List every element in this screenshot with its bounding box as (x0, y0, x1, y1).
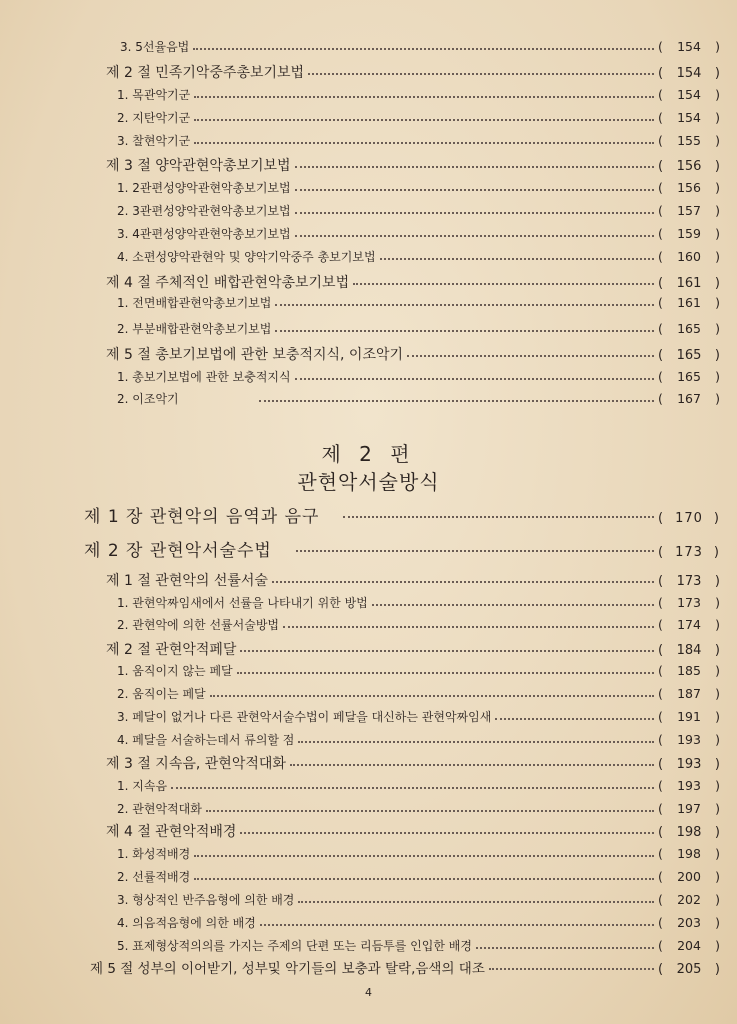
entry-title: 2. 움직이는 페달 (117, 687, 206, 701)
entry-page: ( 165 ) (658, 321, 720, 336)
toc-entry (117, 914, 720, 931)
toc-entry (117, 248, 720, 265)
entry-page: ( 154 ) (658, 87, 720, 102)
dot-leader (194, 878, 654, 880)
entry-title: 제 3 절 지속음, 관현악적대화 (106, 756, 286, 772)
entry-page: ( 174 ) (658, 617, 720, 632)
entry-title: 5. 표제형상적의의를 가지는 주제의 단편 또는 리듬투를 인입한 배경 (117, 939, 472, 953)
dot-leader (240, 832, 654, 834)
entry-page: ( 161 ) (658, 276, 720, 291)
entry-page: ( 205 ) (658, 962, 720, 977)
entry-page: ( 185 ) (658, 663, 720, 678)
dot-leader (295, 378, 654, 380)
toc-entry (117, 320, 720, 337)
dot-leader (272, 581, 654, 583)
entry-title: 3. 찰현악기군 (117, 134, 191, 148)
dot-leader (194, 119, 654, 121)
toc-entry (120, 38, 720, 55)
dot-leader (295, 235, 654, 237)
toc-entry (117, 390, 720, 407)
toc-entry (117, 132, 720, 149)
entry-page: ( 165 ) (658, 369, 720, 384)
dot-leader (295, 166, 654, 168)
dot-leader (495, 718, 654, 720)
entry-title: 2. 지탄악기군 (117, 111, 191, 125)
entry-title: 1. 전면배합관현악총보기보법 (117, 296, 272, 310)
entry-page: ( 200 ) (658, 869, 720, 884)
entry-title: 3. 형상적인 반주음형에 의한 배경 (117, 893, 295, 907)
entry-page: ( 203 ) (658, 915, 720, 930)
entry-page: ( 156 ) (658, 180, 720, 195)
entry-page: ( 193 ) (658, 732, 720, 747)
entry-page: ( 198 ) (658, 846, 720, 861)
entry-title: 제 4 절 관현악적배경 (106, 824, 237, 840)
toc-entry (117, 594, 720, 611)
toc-entry (117, 937, 720, 954)
toc-entry (106, 62, 720, 82)
dot-leader (206, 810, 654, 812)
dot-leader (407, 355, 654, 357)
dot-leader (260, 924, 654, 926)
dot-leader (372, 604, 654, 606)
dot-leader (240, 650, 654, 652)
toc-entry (117, 294, 720, 311)
entry-title: 2. 관현악에 의한 선률서술방법 (117, 618, 279, 632)
entry-page: ( 173 ) (658, 595, 720, 610)
entry-title: 1. 관현악짜임새에서 선률을 나타내기 위한 방법 (117, 596, 368, 610)
entry-page: ( 173 ) (658, 545, 720, 560)
dot-leader (171, 787, 654, 789)
entry-page: ( 204 ) (658, 938, 720, 953)
dot-leader (275, 330, 654, 332)
toc-entry (117, 662, 720, 679)
toc-entry (117, 616, 720, 633)
entry-page: ( 202 ) (658, 892, 720, 907)
dot-leader (296, 550, 654, 552)
toc-entry (117, 179, 720, 196)
entry-title: 3. 4관편성양악관현악총보기보법 (117, 227, 291, 241)
toc-entry (117, 777, 720, 794)
entry-title: 2. 관현악적대화 (117, 802, 202, 816)
toc-entry (106, 272, 720, 292)
dot-leader (283, 626, 654, 628)
dot-leader (193, 48, 654, 50)
entry-title: 4. 페달을 서술하는데서 류의할 점 (117, 733, 295, 747)
toc-entry (117, 225, 720, 242)
dot-leader (194, 142, 654, 144)
entry-title: 제 5 절 성부의 이어받기, 성부및 악기들의 보충과 탈락,음색의 대조 (90, 961, 485, 977)
toc-entry (106, 155, 720, 175)
dot-leader (194, 96, 654, 98)
chapter-title: 제 1 장 관현악의 음역과 음구 (84, 507, 320, 527)
entry-page: ( 155 ) (658, 133, 720, 148)
entry-title: 제 3 절 양악관현악총보기보법 (106, 158, 291, 174)
dot-leader (275, 304, 654, 306)
toc-entry (117, 368, 720, 385)
entry-page: ( 187 ) (658, 686, 720, 701)
entry-page: ( 191 ) (658, 709, 720, 724)
entry-page: ( 167 ) (658, 391, 720, 406)
entry-title: 2. 이조악기 (117, 392, 179, 406)
entry-page: ( 157 ) (658, 203, 720, 218)
entry-page: ( 159 ) (658, 226, 720, 241)
entry-title: 제 2 절 관현악적페달 (106, 642, 237, 658)
entry-page: ( 197 ) (658, 801, 720, 816)
entry-title: 제 1 절 관현악의 선률서술 (106, 573, 268, 589)
toc-entry (106, 639, 720, 659)
entry-title: 제 4 절 주체적인 배합관현악총보기보법 (106, 275, 350, 291)
dot-leader (298, 741, 654, 743)
entry-page: ( 170 ) (658, 511, 720, 526)
entry-title: 4. 의음적음형에 의한 배경 (117, 916, 256, 930)
toc-entry (117, 109, 720, 126)
entry-title: 1. 지속음 (117, 779, 168, 793)
entry-title: 1. 움직이지 않는 페달 (117, 664, 233, 678)
entry-page: ( 154 ) (658, 66, 720, 81)
toc-entry (106, 821, 720, 841)
dot-leader (210, 695, 654, 697)
entry-title: 2. 3관편성양악관현악총보기보법 (117, 204, 291, 218)
dot-leader (476, 947, 654, 949)
entry-title: 3. 5선율음법 (120, 40, 190, 54)
toc-entry (117, 86, 720, 103)
toc-entry (117, 868, 720, 885)
dot-leader (194, 855, 654, 857)
toc-entry (117, 708, 720, 725)
entry-title: 1. 화성적배경 (117, 847, 191, 861)
toc-entry (117, 845, 720, 862)
dot-leader (308, 73, 654, 75)
entry-page: ( 165 ) (658, 348, 720, 363)
dot-leader (295, 212, 654, 214)
toc-entry (106, 570, 720, 590)
dot-leader (259, 400, 654, 402)
dot-leader (353, 283, 654, 285)
dot-leader (380, 258, 654, 260)
toc-entry (106, 753, 720, 773)
part-title: 관현악서술방식 (297, 470, 440, 494)
entry-page: ( 193 ) (658, 778, 720, 793)
entry-page: ( 154 ) (658, 110, 720, 125)
dot-leader (295, 189, 654, 191)
toc-chapter (84, 502, 720, 527)
entry-title: 1. 총보기보법에 관한 보충적지식 (117, 370, 291, 384)
dot-leader (343, 516, 654, 518)
entry-title: 제 2 절 민족기악중주총보기보법 (106, 65, 305, 81)
entry-title: 2. 부분배합관현악총보기보법 (117, 322, 272, 336)
entry-page: ( 161 ) (658, 295, 720, 310)
chapter-title: 제 2 장 관현악서술수법 (84, 541, 272, 561)
dot-leader (489, 968, 654, 970)
entry-page: ( 160 ) (658, 249, 720, 264)
toc-entry (90, 957, 720, 977)
toc-entry (117, 202, 720, 219)
toc-entry (117, 800, 720, 817)
toc-entry (117, 891, 720, 908)
entry-page: ( 198 ) (658, 825, 720, 840)
entry-page: ( 154 ) (658, 39, 720, 54)
toc-entry (117, 685, 720, 702)
entry-page: ( 156 ) (658, 159, 720, 174)
toc-chapter (84, 536, 720, 561)
toc-entry (106, 344, 720, 364)
entry-title: 1. 2관편성양악관현악총보기보법 (117, 181, 291, 195)
entry-title: 제 5 절 총보기보법에 관한 보충적지식, 이조악기 (106, 347, 404, 363)
part-number: 제 2 편 (321, 442, 416, 466)
entry-title: 3. 페달이 없거나 다른 관현악서술수법이 페달을 대신하는 관현악짜임새 (117, 710, 492, 724)
entry-page: ( 184 ) (658, 643, 720, 658)
dot-leader (237, 672, 654, 674)
entry-page: ( 193 ) (658, 757, 720, 772)
page-number: 4 (365, 986, 372, 999)
dot-leader (290, 764, 654, 766)
entry-page: ( 173 ) (658, 574, 720, 589)
entry-title: 4. 소편성양악관현악 및 양악기악중주 총보기보법 (117, 250, 376, 264)
toc-entry (117, 731, 720, 748)
entry-title: 2. 선률적배경 (117, 870, 191, 884)
entry-title: 1. 목관악기군 (117, 88, 191, 102)
dot-leader (298, 901, 654, 903)
